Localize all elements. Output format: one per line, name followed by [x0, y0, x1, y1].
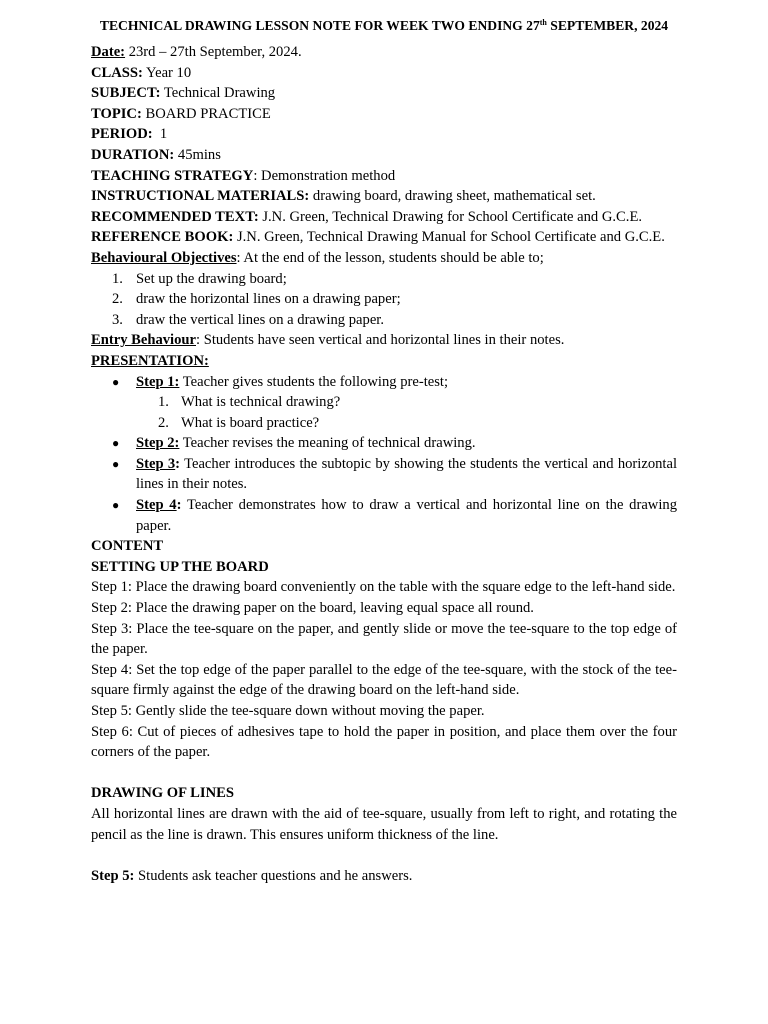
closing-step-text: Students ask teacher questions and he answers. [134, 867, 413, 884]
bullet-icon: ● [112, 374, 120, 389]
recommended-label: RECOMMENDED TEXT: [91, 208, 259, 225]
strategy-value: : Demonstration method [253, 167, 396, 184]
reference-line [91, 227, 677, 248]
reference-label: REFERENCE BOOK: [91, 229, 234, 246]
list-number: 1. [158, 394, 169, 411]
list-item [91, 433, 677, 454]
date-value: 23rd – 27th September, 2024. [125, 44, 302, 60]
list-item [91, 269, 677, 290]
class-value: Year 10 [142, 64, 192, 81]
title-superscript: th [539, 18, 547, 27]
bullet-icon: ● [112, 436, 120, 451]
objectives-intro: : At the end of the lesson, students should be able to; [236, 249, 544, 266]
entry-behaviour-text: : Students have seen vertical and horizontal lines in their notes. [196, 332, 565, 349]
period-label: PERIOD: [91, 126, 153, 143]
list-item [91, 372, 677, 393]
step-text: Teacher revises the meaning of technical drawing. [179, 435, 476, 452]
objectives-list [91, 269, 677, 331]
class-line [91, 63, 677, 84]
materials-line [91, 186, 677, 207]
recommended-value: J.N. Green, Technical Drawing for School Certificate and G.C.E. [258, 208, 643, 225]
topic-line [91, 104, 677, 125]
spacer [91, 763, 677, 784]
list-number: 2. [158, 414, 169, 431]
presentation-heading: PRESENTATION: [91, 352, 209, 369]
topic-value: BOARD PRACTICE [141, 105, 271, 122]
entry-behaviour-label: Entry Behaviour [91, 332, 196, 349]
materials-label: INSTRUCTIONAL MATERIALS: [91, 188, 310, 205]
period-line [91, 124, 677, 145]
step-label: Step 2: [136, 435, 180, 452]
setting-up-heading: SETTING UP THE BOARD [91, 558, 269, 575]
objectives-label: Behavioural Objectives [91, 249, 237, 266]
content-step: Step 1: Place the drawing board conveniently on the table with the square edge to the left-hand side. [91, 579, 676, 596]
drawing-lines-heading: DRAWING OF LINES [91, 785, 234, 802]
step-label: Step 4 [136, 497, 177, 514]
reference-value: J.N. Green, Technical Drawing Manual for School Certificate and G.C.E. [233, 229, 665, 246]
subject-line [91, 83, 677, 104]
list-item [91, 289, 677, 310]
spacer [91, 845, 677, 866]
title-text: TECHNICAL DRAWING LESSON NOTE FOR WEEK TWO ENDING 27 [99, 18, 540, 33]
list-item [91, 392, 677, 413]
content-step: Step 4: Set the top edge of the paper parallel to the edge of the tee-square, with the stock of the tee- square firmly against the edge of the drawing board on the left-hand side. [91, 661, 677, 699]
step-text: Teacher introduces the subtopic by showing the students the vertical and horizontal lines in their notes. [136, 455, 677, 493]
topic-label: TOPIC: [91, 105, 142, 122]
content-step: Step 2: Place the drawing paper on the board, leaving equal space all round. [91, 600, 534, 617]
closing-step-line [91, 866, 677, 887]
content-step: Step 6: Cut of pieces of adhesives tape to hold the paper in position, and place them over the four corners of the paper. [91, 723, 677, 761]
materials-value: drawing board, drawing sheet, mathematical set. [309, 188, 596, 205]
step-text: Teacher demonstrates how to draw a vertical and horizontal line on the drawing paper. [136, 497, 677, 534]
recommended-line [91, 207, 677, 228]
duration-label: DURATION: [91, 146, 175, 163]
date-label: Date: [91, 44, 126, 60]
title-text-end: SEPTEMBER, 2024 [546, 18, 669, 33]
step-text: Teacher gives students the following pre-test; [179, 373, 449, 390]
objectives-line [91, 248, 677, 269]
list-item [91, 413, 677, 434]
presentation-steps [91, 372, 677, 537]
list-item [91, 495, 677, 536]
class-label: CLASS: [91, 64, 143, 81]
list-number: 3. [112, 311, 123, 328]
list-text: Set up the drawing board; [136, 270, 287, 287]
step-label: Step 1: [136, 373, 180, 390]
date-line [91, 42, 677, 63]
subject-label: SUBJECT: [91, 85, 161, 102]
step-colon: : [175, 455, 181, 472]
list-text: What is technical drawing? [181, 394, 341, 411]
subject-value: Technical Drawing [160, 85, 276, 102]
strategy-line [91, 166, 677, 187]
content-step: Step 3: Place the tee-square on the paper, and gently slide or move the tee-square to the top edge of the paper. [91, 620, 677, 658]
list-number: 2. [112, 291, 123, 308]
drawing-lines-text: All horizontal lines are drawn with the aid of tee-square, usually from left to right, and rotating the pencil as the line is drawn. This ensures uniform thickness of the line. [91, 805, 677, 843]
content-heading: CONTENT [91, 538, 164, 555]
list-item [91, 310, 677, 331]
duration-value: 45mins [174, 146, 221, 163]
duration-line [91, 145, 677, 166]
bullet-icon: ● [112, 498, 120, 513]
step-colon: : [176, 497, 182, 514]
list-text: draw the horizontal lines on a drawing paper; [136, 291, 401, 308]
period-value: 1 [152, 126, 168, 143]
list-text: What is board practice? [181, 414, 320, 431]
step-label: Step 3 [136, 455, 176, 472]
strategy-label: TEACHING STRATEGY [91, 167, 254, 184]
content-step: Step 5: Gently slide the tee-square down without moving the paper. [91, 703, 485, 719]
bullet-icon: ● [112, 456, 120, 471]
document-title [83, 16, 685, 36]
list-item [91, 454, 677, 495]
list-number: 1. [112, 270, 123, 287]
entry-behaviour-line [91, 330, 677, 351]
list-text: draw the vertical lines on a drawing paper. [136, 311, 385, 328]
closing-step-label: Step 5: [91, 867, 135, 884]
